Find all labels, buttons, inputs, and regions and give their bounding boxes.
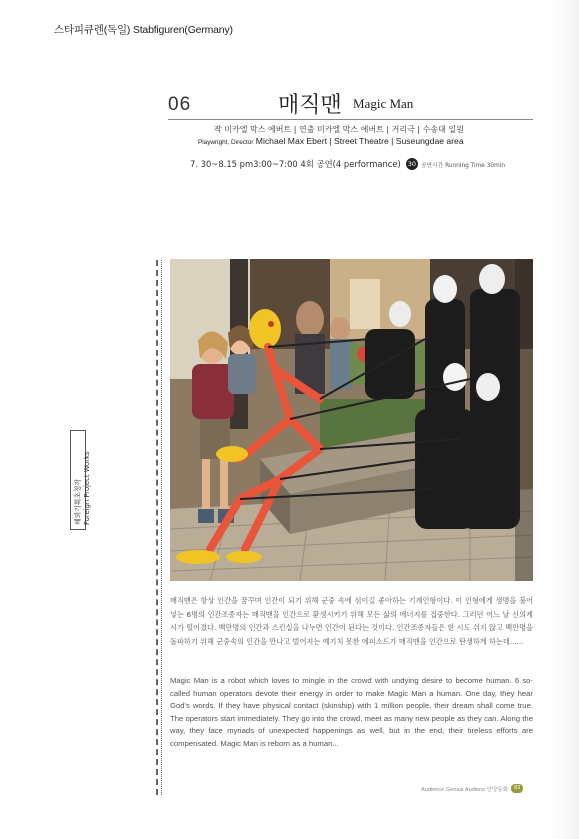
credits-role-label: Playwright, Director <box>198 139 254 146</box>
page-edge-shadow <box>549 0 579 839</box>
page-number: 83 <box>511 784 523 793</box>
company-header: 스타피큐렌(독일) Stabfiguren(Germany) <box>54 24 233 36</box>
credits-names: Michael Max Ebert | Street Theatre | Suseungdae area <box>255 136 464 146</box>
credits-korean: 작 미카엘 막스 에버트 | 연출 미카엘 막스 에버트 | 거리극 | 수송대 일원 <box>214 125 464 134</box>
synopsis-english: Magic Man is a robot which loves to mingle in the crowd with undying desire to become human. 6 so-called human operators devote their energy in order to make Magic Man a human. One day, they hear God's words. If they have physical contact (skinship) with 1 million people, their dream shall come true. The operators start immediately. They go into the crowd, meet as many new people as they can. Along the way, they face myriads of unexpected happenings as well, but in the end, their tireless efforts are compensated. Magic Man is reborn as a human... <box>170 676 533 748</box>
title-korean: 매직맨 <box>278 93 342 118</box>
side-label-english: Foreign Project Works <box>83 451 91 525</box>
runtime-text: 공연시간 Running Time 30min <box>420 162 506 169</box>
title-english: Magic Man <box>353 96 414 111</box>
schedule-text: 7. 30~8.15 pm3:00~7:00 4회 공연(4 performance) <box>190 159 401 169</box>
page-footer <box>421 784 523 793</box>
side-category-label <box>74 452 92 526</box>
performance-photo <box>170 259 533 581</box>
schedule-line <box>190 158 505 170</box>
credits-english <box>198 136 464 146</box>
synopsis-korean: 매직맨은 항상 인간을 꿈꾸며 인간이 되기 위해 군중 속에 섞이길 좋아하는 기계인형이다. 이 인형에게 생명을 불어 넣는 6명의 인간조종자는 매직맨을 인간으로 환생시키기 위해 모든 삶의 에너지를 집중한다. 그러던 어느 날 신의계시가 떨어졌다. 백만명의 인간과 스킨십을 나누면 인간이 된다는 것이다. 인간조종자들은 한 시도 쉬지 않고 백만명을 돌파하기 위해 군중속의 인간을 만나고 벌어지는 예기치 못한 에피소드가 매직맨을 인간으로 탄생하게 하는데...... <box>170 596 533 646</box>
title-divider <box>168 119 533 120</box>
program-number: 06 <box>168 94 192 115</box>
side-label-korean: 해외기획초청작 <box>74 479 82 525</box>
margin-dotted-rule <box>156 260 162 795</box>
footer-text: Audience Genius Audiens 안양동화 <box>421 786 509 793</box>
runtime-badge: 30 <box>407 160 416 168</box>
